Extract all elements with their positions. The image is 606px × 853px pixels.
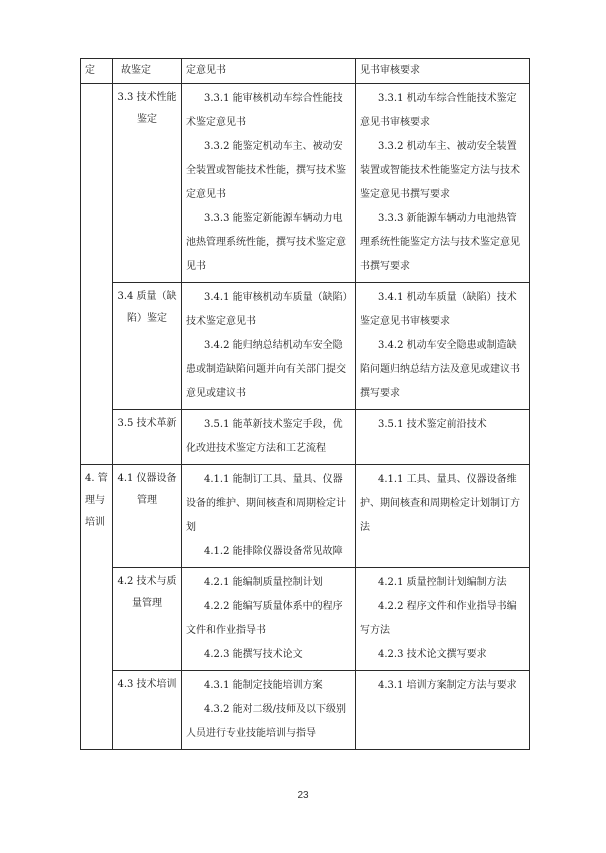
knowledge-cell xyxy=(356,465,530,568)
knowledge-cell xyxy=(356,84,530,283)
knowledge-item: 4.2.3 技术论文撰写要求 xyxy=(378,649,487,660)
skill-item: 3.3.3 能鉴定新能源车辆动力电池热管理系统性能，撰写技术鉴定意见书 xyxy=(186,213,346,272)
knowledge-item: 3.3.2 机动车主、被动安全装置装置或智能技术性能鉴定方法与技术鉴定意见书撰写要求 xyxy=(360,141,520,200)
knowledge-item: 4.2.2 程序文件和作业指导书编写方法 xyxy=(360,601,517,636)
table-row xyxy=(81,568,530,671)
header-col2: 故鉴定 xyxy=(113,59,182,84)
unit-name-cell xyxy=(113,568,182,671)
skill-item: 4.2.3 能撰写技术论文 xyxy=(204,649,303,660)
header-col4: 见书审核要求 xyxy=(356,59,530,84)
knowledge-item: 4.1.1 工具、量具、仪器设备维护、期间核查和周期检定计划制订方法 xyxy=(360,474,520,533)
knowledge-item: 4.2.1 质量控制计划编制方法 xyxy=(378,577,507,588)
header-col3: 定意见书 xyxy=(182,59,356,84)
unit-name: 4.3 技术培训 xyxy=(117,679,177,690)
knowledge-item: 4.3.1 培训方案制定方法与要求 xyxy=(378,680,517,691)
skill-standard-table xyxy=(80,58,530,750)
unit-name: 3.4 质量（缺陷）鉴定 xyxy=(117,291,177,324)
knowledge-cell xyxy=(356,568,530,671)
skills-cell xyxy=(182,671,356,750)
knowledge-item: 3.4.2 机动车安全隐患或制造缺陷问题归纳总结方法及意见或建议书撰写要求 xyxy=(360,340,520,399)
table-row xyxy=(81,465,530,568)
group4-cell xyxy=(81,465,113,750)
table-row xyxy=(81,84,530,283)
table-row xyxy=(81,283,530,410)
skill-item: 3.5.1 能革新技术鉴定手段，优化改进技术鉴定方法和工艺流程 xyxy=(186,419,343,454)
knowledge-item: 3.3.3 新能源车辆动力电池热管理系统性能鉴定方法与技术鉴定意见书撰写要求 xyxy=(360,213,520,272)
unit-name-cell xyxy=(113,283,182,410)
skills-cell xyxy=(182,283,356,410)
unit-name: 3.5 技术革新 xyxy=(117,418,177,429)
knowledge-item: 3.5.1 技术鉴定前沿技术 xyxy=(378,419,487,430)
skill-item: 4.1.2 能排除仪器设备常见故障 xyxy=(204,546,343,557)
unit-name-cell xyxy=(113,465,182,568)
skill-item: 3.4.2 能归纳总结机动车安全隐患或制造缺陷问题并向有关部门提交意见或建议书 xyxy=(186,340,346,399)
unit-name: 4.2 技术与质量管理 xyxy=(117,576,177,609)
header-col1: 定 xyxy=(81,59,113,84)
knowledge-cell xyxy=(356,283,530,410)
unit-name-cell xyxy=(113,671,182,750)
table-header-row xyxy=(81,59,530,84)
skills-cell xyxy=(182,410,356,465)
knowledge-item: 3.3.1 机动车综合性能技术鉴定意见书审核要求 xyxy=(360,93,517,128)
skill-item: 3.3.1 能审核机动车综合性能技术鉴定意见书 xyxy=(186,93,343,128)
knowledge-item: 3.4.1 机动车质量（缺陷）技术鉴定意见书审核要求 xyxy=(360,292,517,327)
skills-cell xyxy=(182,465,356,568)
skill-item: 3.4.1 能审核机动车质量（缺陷）技术鉴定意见书 xyxy=(186,292,348,327)
skills-cell xyxy=(182,84,356,283)
table-row xyxy=(81,410,530,465)
knowledge-cell xyxy=(356,410,530,465)
unit-name-cell xyxy=(113,410,182,465)
skill-item: 4.3.2 能对二级/技师及以下级别人员进行专业技能培训与指导 xyxy=(186,704,346,739)
unit-name-cell xyxy=(113,84,182,283)
group-title: 4. 管理与培训 xyxy=(85,473,108,528)
skill-item: 4.2.2 能编写质量体系中的程序文件和作业指导书 xyxy=(186,601,343,636)
knowledge-cell xyxy=(356,671,530,750)
skill-item: 4.3.1 能制定技能培训方案 xyxy=(204,680,323,691)
page-number: 23 xyxy=(297,790,309,801)
skill-item: 4.1.1 能制订工具、量具、仪器设备的维护、期间核查和周期检定计划 xyxy=(186,474,346,533)
skills-cell xyxy=(182,568,356,671)
skill-item: 3.3.2 能鉴定机动车主、被动安全装置或智能技术性能，撰写技术鉴定意见书 xyxy=(186,141,346,200)
unit-name: 4.1 仪器设备管理 xyxy=(117,473,177,506)
skill-item: 4.2.1 能编制质量控制计划 xyxy=(204,577,323,588)
table-row xyxy=(81,671,530,750)
group3-cell xyxy=(81,84,113,465)
unit-name: 3.3 技术性能鉴定 xyxy=(117,92,177,125)
